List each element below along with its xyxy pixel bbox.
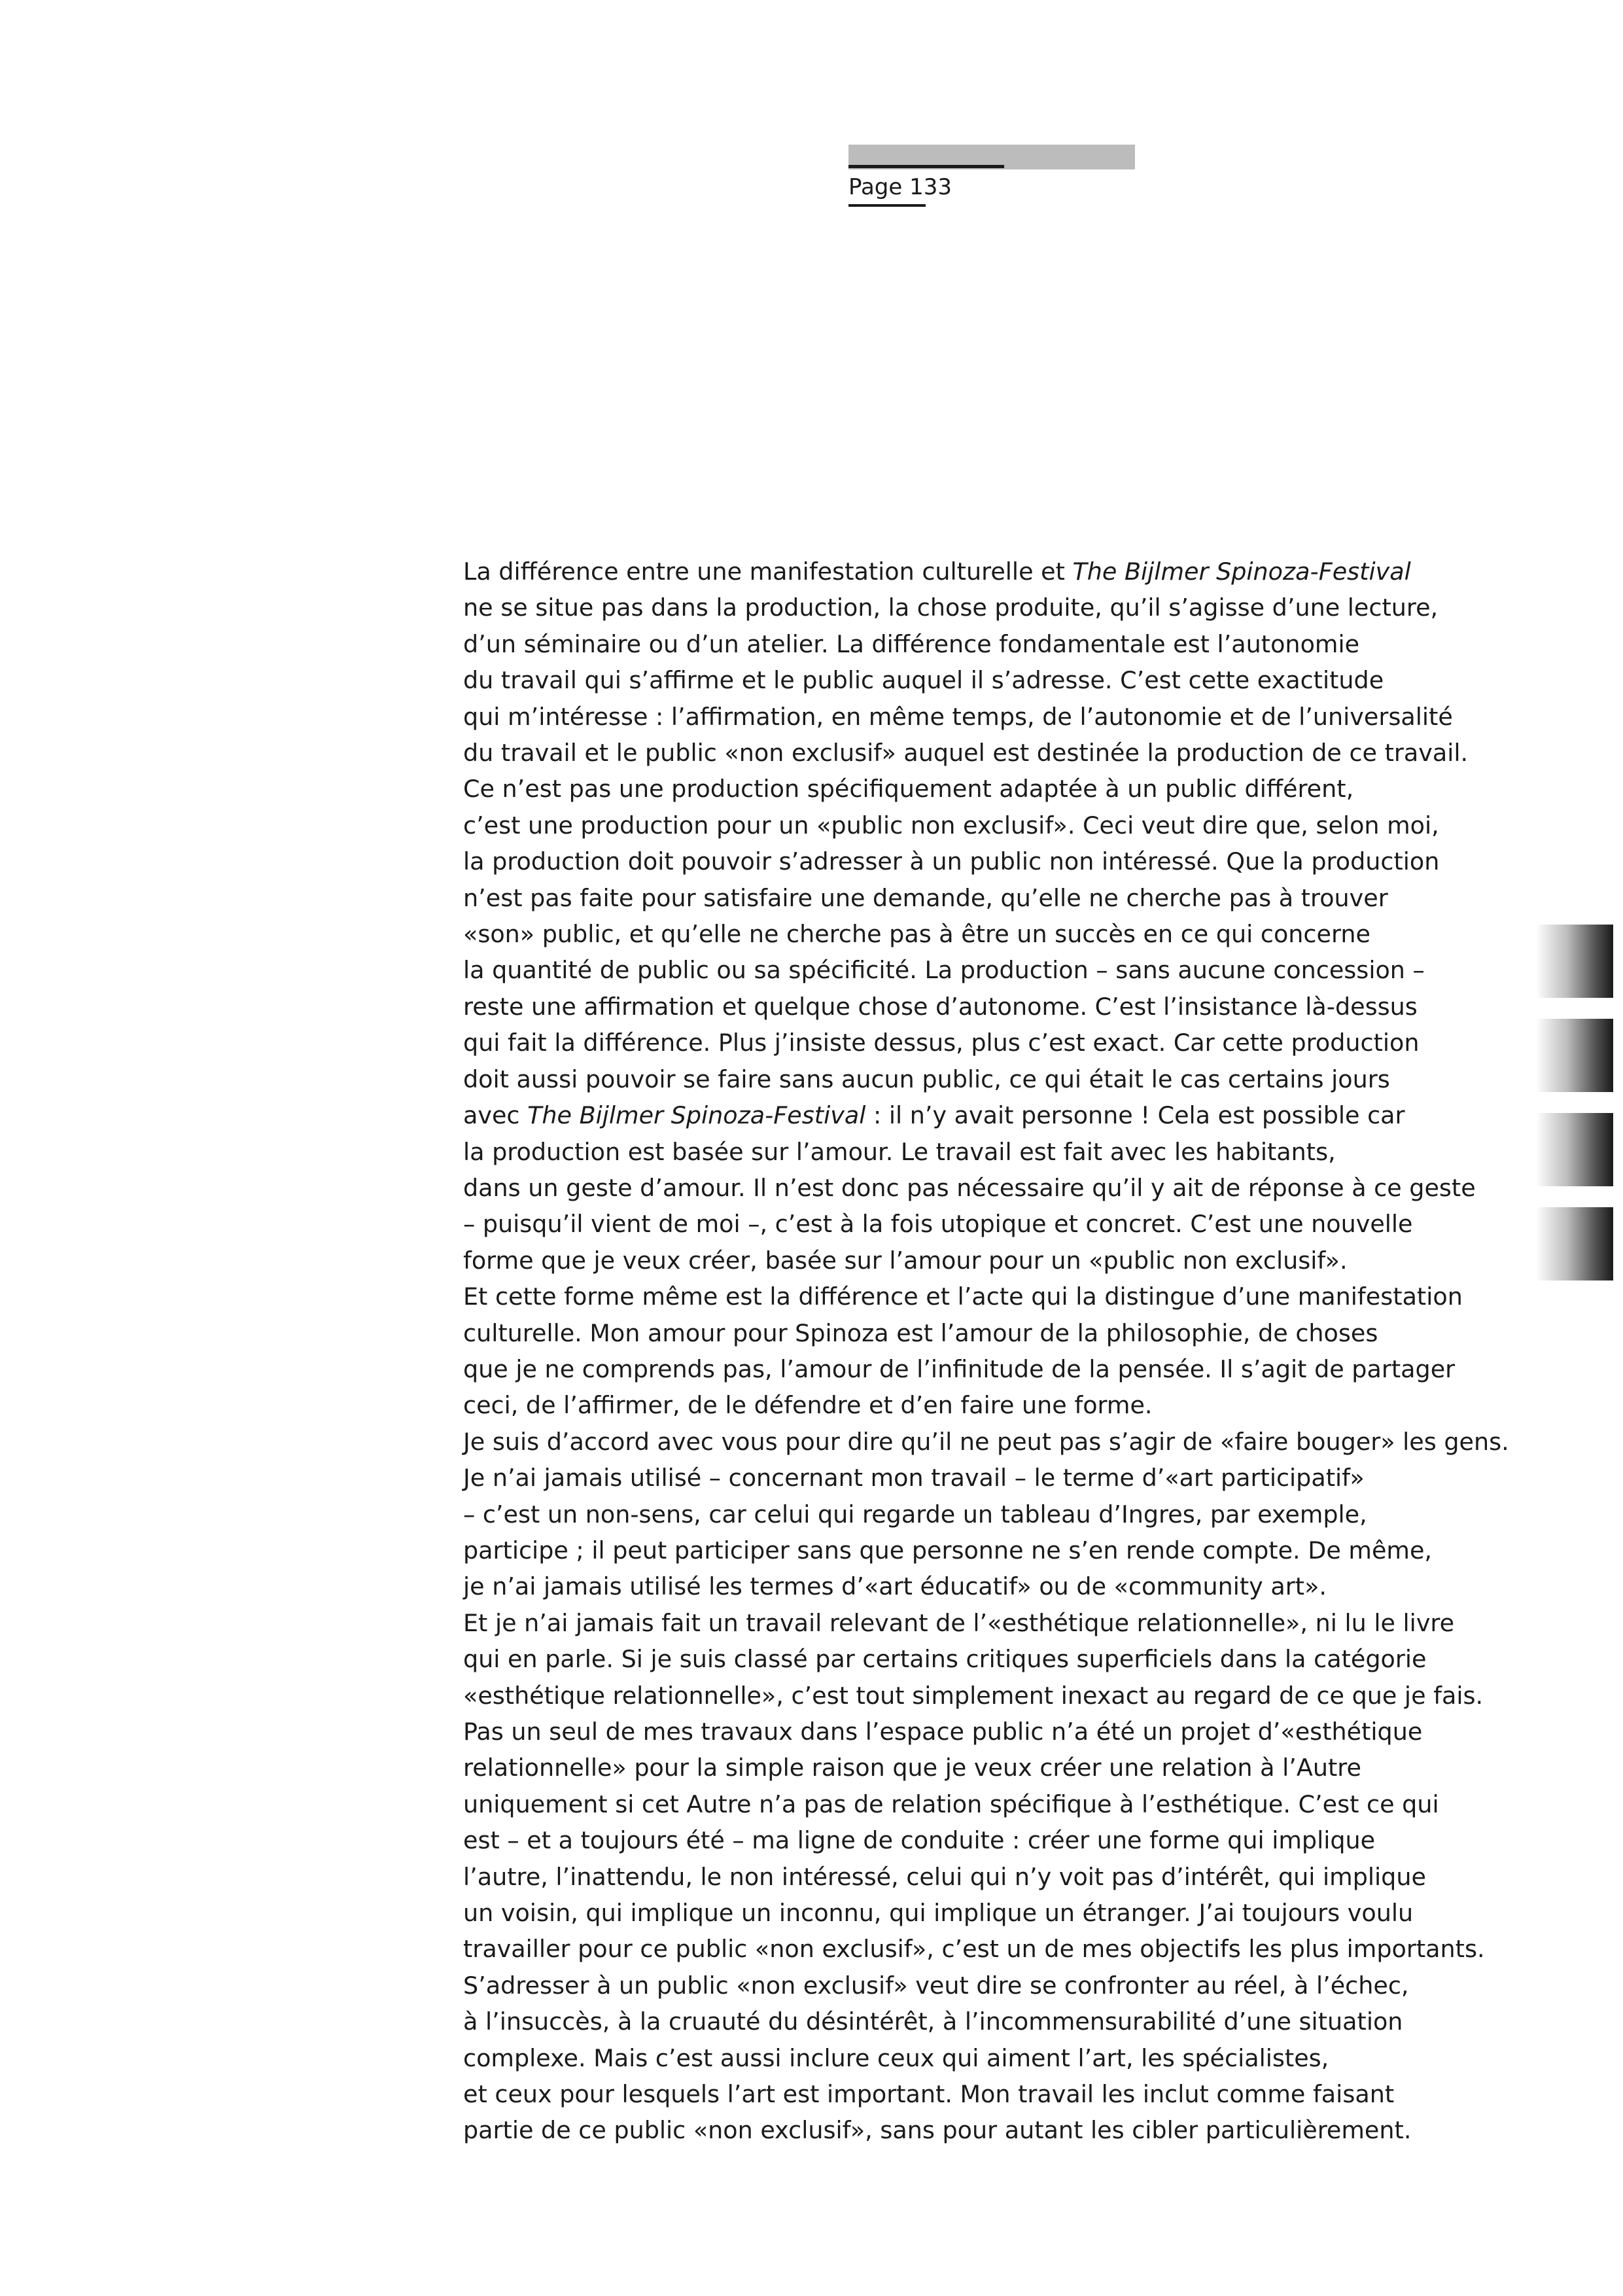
text-line [463,1641,1536,1677]
text-segment: uniquement si cet Autre n’a pas de relation spécifique à l’esthétique. C’est ce qui [463,1790,1439,1818]
text-segment: l’autre, l’inattendu, le non intéressé, celui qui n’y voit pas d’intérêt, qui implique [463,1862,1426,1891]
text-segment: relationnelle» pour la simple raison que je veux créer une relation à l’Autre [463,1754,1361,1782]
text-segment: S’adresser à un public «non exclusif» veut dire se confronter au réel, à l’échec, [463,1971,1409,2000]
text-segment: reste une affirmation et quelque chose d’autonome. C’est l’insistance là-dessus [463,992,1418,1021]
text-line [463,1061,1536,1097]
text-segment: «esthétique relationnelle», c’est tout simplement inexact au regard de ce que je fais. [463,1681,1484,1710]
text-line [463,1424,1536,1460]
text-line [463,1931,1536,1967]
text-line [463,807,1536,843]
text-segment: est – et a toujours été – ma ligne de conduite : créer une forme qui implique [463,1826,1376,1855]
text-segment: la production doit pouvoir s’adresser à un public non intéressé. Que la production [463,847,1440,876]
text-segment: partie de ce public «non exclusif», sans pour autant les cibler particulièrement. [463,2116,1412,2145]
text-segment: La différence entre une manifestation culturelle et [463,557,1073,586]
text-line [463,1750,1536,1786]
text-line [463,735,1536,771]
section-tab-3 [1536,1113,1613,1186]
text-line [463,1496,1536,1532]
text-line [463,1097,1536,1133]
text-segment: Ce n’est pas une production spécifiquement adaptée à un public différent, [463,775,1354,804]
text-line [463,2040,1536,2076]
text-segment: Et je n’ai jamais fait un travail relevant de l’«esthétique relationnelle», ni lu le livre [463,1608,1455,1637]
text-segment: que je ne comprends pas, l’amour de l’infinitude de la pensée. Il s’agit de partager [463,1354,1456,1383]
text-segment: je n’ai jamais utilisé les termes d’«art éducatif» ou de «community art». [463,1572,1327,1601]
text-line [463,1460,1536,1496]
section-tab-4 [1536,1207,1613,1280]
text-line [463,590,1536,626]
text-line [463,1243,1536,1279]
page-number: Page 133 [848,174,952,200]
text-line [463,1387,1536,1423]
text-line [463,843,1536,879]
page-number-underline [848,204,926,207]
text-line [463,2112,1536,2148]
text-segment: du travail et le public «non exclusif» auquel est destinée la production de ce travail. [463,739,1469,768]
text-segment: doit aussi pouvoir se faire sans aucun public, ce qui était le cas certains jours [463,1065,1390,1093]
text-segment: Et cette forme même est la différence et l’acte qui la distingue d’une manifestation [463,1282,1463,1311]
text-segment: qui fait la différence. Plus j’insiste dessus, plus c’est exact. Car cette production [463,1029,1420,1057]
text-line [463,989,1536,1025]
text-line [463,916,1536,952]
text-line [463,1822,1536,1858]
text-segment: c’est une production pour un «public non exclusif». Ceci veut dire que, selon moi, [463,811,1439,839]
text-segment: complexe. Mais c’est aussi inclure ceux qui aiment l’art, les spécialistes, [463,2043,1329,2072]
text-line [463,1678,1536,1714]
text-line [463,2076,1536,2112]
text-line [463,1968,1536,2004]
text-line [463,1605,1536,1641]
text-line [463,771,1536,807]
section-tab-1 [1536,925,1613,998]
text-segment: Je suis d’accord avec vous pour dire qu’il ne peut pas s’agir de «faire bouger» les gens. [463,1427,1509,1456]
text-segment: la production est basée sur l’amour. Le travail est fait avec les habitants, [463,1137,1336,1166]
text-line [463,1279,1536,1315]
text-line [463,1351,1536,1387]
text-segment: du travail qui s’affirme et le public auquel il s’adresse. C’est cette exactitude [463,666,1384,695]
text-segment: ceci, de l’affirmer, de le défendre et d’en faire une forme. [463,1391,1153,1420]
italic-title: The Bijlmer Spinoza-Festival [527,1101,866,1130]
text-line [463,1532,1536,1568]
text-segment: ne se situe pas dans la production, la chose produite, qu’il s’agisse d’une lecture, [463,593,1439,622]
text-segment: forme que je veux créer, basée sur l’amour pour un «public non exclusif». [463,1246,1348,1275]
text-segment: à l’insuccès, à la cruauté du désintérêt, à l’incommensurabilité d’une situation [463,2007,1403,2036]
text-segment: Je n’ai jamais utilisé – concernant mon travail – le terme d’«art participatif» [463,1464,1365,1492]
text-line [463,1859,1536,1895]
text-segment: la quantité de public ou sa spécificité. La production – sans aucune concession – [463,956,1425,985]
text-line [463,1568,1536,1604]
text-line [463,699,1536,735]
text-line [463,2004,1536,2040]
italic-title: The Bijlmer Spinoza-Festival [1072,557,1411,586]
text-segment: – puisqu’il vient de moi –, c’est à la fois utopique et concret. C’est une nouvelle [463,1210,1413,1239]
text-line [463,880,1536,916]
text-segment: dans un geste d’amour. Il n’est donc pas nécessaire qu’il y ait de réponse à ce geste [463,1173,1476,1202]
text-segment: travailler pour ce public «non exclusif», c’est un de mes objectifs les plus importants. [463,1935,1485,1964]
text-segment: qui en parle. Si je suis classé par certains critiques superficiels dans la catégorie [463,1645,1427,1674]
text-line [463,1025,1536,1061]
body-text [463,554,1536,2149]
text-segment: et ceux pour lesquels l’art est important. Mon travail les inclut comme faisant [463,2080,1395,2109]
text-segment: n’est pas faite pour satisfaire une demande, qu’elle ne cherche pas à trouver [463,883,1388,912]
text-segment: un voisin, qui implique un inconnu, qui implique un étranger. J’ai toujours voulu [463,1899,1414,1928]
header-black-line [848,165,1004,168]
text-line [463,626,1536,662]
text-line [463,1206,1536,1242]
text-line [463,1786,1536,1822]
text-segment: participe ; il peut participer sans que personne ne s’en rende compte. De même, [463,1536,1433,1564]
text-line [463,1134,1536,1170]
text-segment: – c’est un non-sens, car celui qui regarde un tableau d’Ingres, par exemple, [463,1500,1367,1528]
text-line [463,1895,1536,1931]
text-segment: «son» public, et qu’elle ne cherche pas à être un succès en ce qui concerne [463,920,1370,949]
text-line [463,554,1536,590]
text-line [463,662,1536,698]
text-segment: : il n’y avait personne ! Cela est possible car [865,1101,1405,1130]
text-line [463,952,1536,988]
section-tab-2 [1536,1019,1613,1092]
text-line [463,1315,1536,1351]
text-segment: Pas un seul de mes travaux dans l’espace public n’a été un projet d’«esthétique [463,1718,1423,1746]
text-segment: d’un séminaire ou d’un atelier. La différence fondamentale est l’autonomie [463,629,1360,658]
text-segment: qui m’intéresse : l’affirmation, en même temps, de l’autonomie et de l’universalité [463,702,1453,731]
text-segment: avec [463,1101,528,1130]
text-line [463,1714,1536,1750]
text-segment: culturelle. Mon amour pour Spinoza est l’amour de la philosophie, de choses [463,1318,1378,1347]
text-line [463,1170,1536,1206]
